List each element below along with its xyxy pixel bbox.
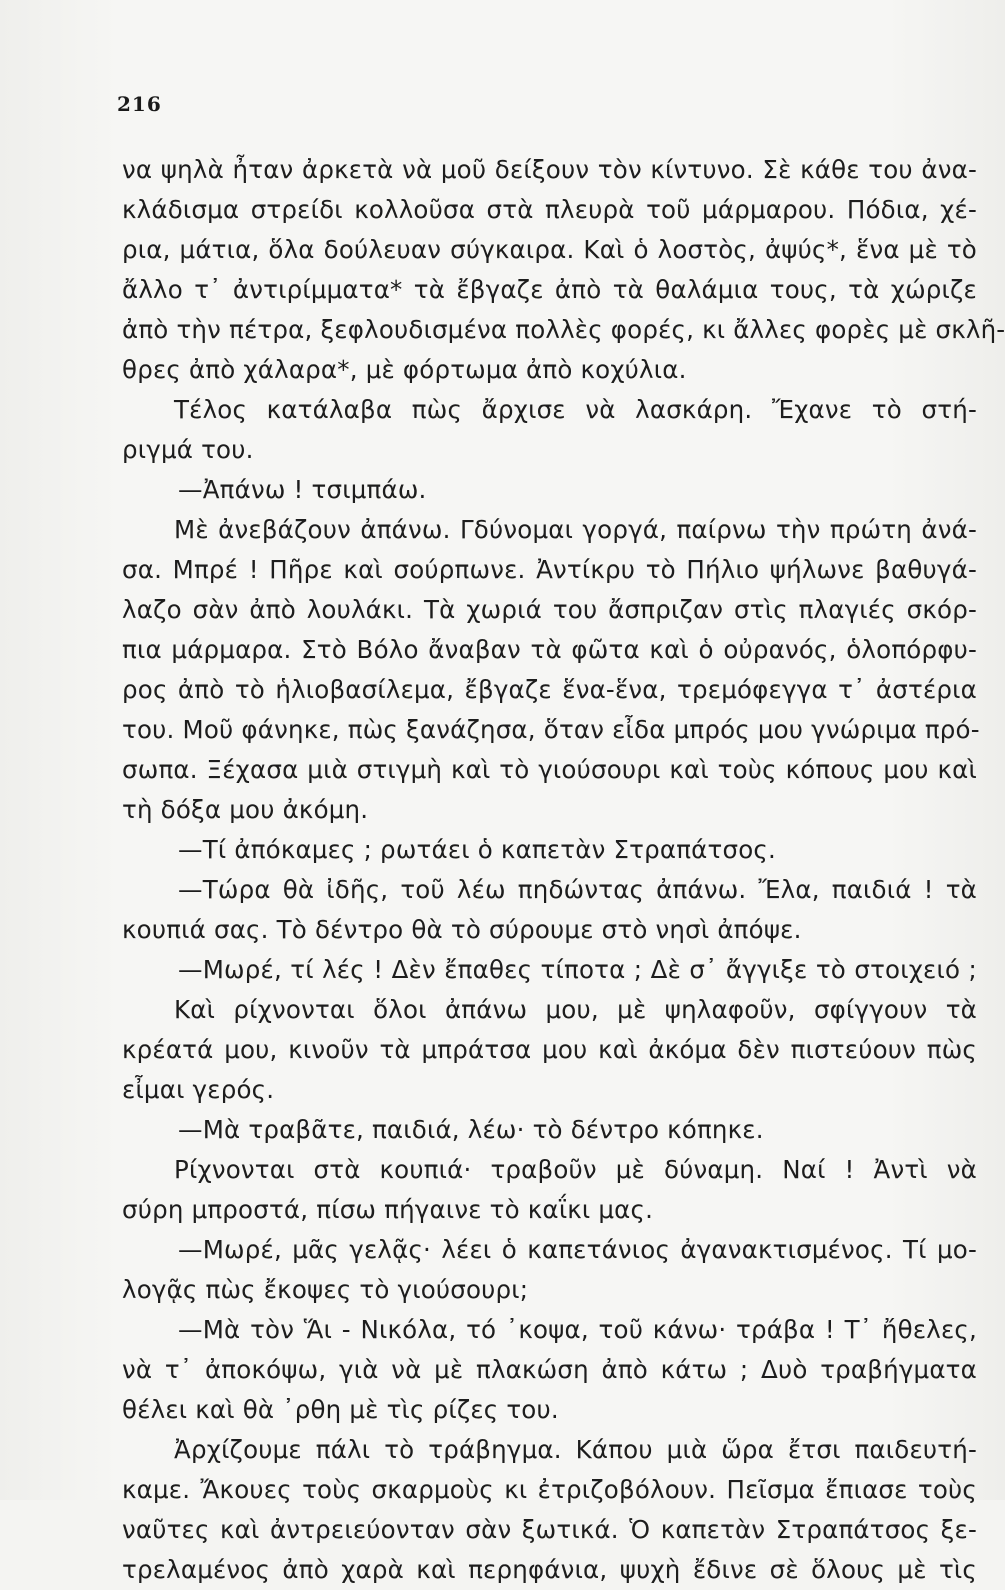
text-line: να ψηλὰ ἦταν ἀρκετὰ νὰ μοῦ δείξουν τὸν κίντυνο. Σὲ κάθε του ἀνα- (122, 155, 977, 184)
text-line: κρέατά μου, κινοῦν τὰ μπράτσα μου καὶ ἀκόμα δὲν πιστεύουν πὼς (122, 1035, 977, 1064)
text-line: —Τί ἀπόκαμες ; ρωτάει ὁ καπετὰν Στραπάτσος. (178, 835, 776, 864)
text-line: θέλει καὶ θὰ ᾽ρθη μὲ τὶς ρίζες του. (122, 1395, 559, 1424)
text-line: του. Μοῦ φάνηκε, πὼς ξανάζησα, ὅταν εἶδα μπρός μου γνώριμα πρό- (122, 715, 980, 744)
text-line: λαζο σὰν ἀπὸ λουλάκι. Τὰ χωριά του ἄσπριζαν στὶς πλαγιές σκόρ- (122, 595, 977, 624)
text-line: Μὲ ἀνεβάζουν ἀπάνω. Γδύνομαι γοργά, παίρνω τὴν πρώτη ἀνά- (174, 515, 977, 544)
text-line: τὴ δόξα μου ἀκόμη. (122, 795, 369, 824)
text-line: πια μάρμαρα. Στὸ Βόλο ἄναβαν τὰ φῶτα καὶ ὁ οὐρανός, ὁλοπόρφυ- (122, 635, 977, 664)
text-line: θρες ἀπὸ χάλαρα*, μὲ φόρτωμα ἀπὸ κοχύλια. (122, 355, 687, 384)
text-line: —Μωρέ, μᾶς γελᾷς· λέει ὁ καπετάνιος ἀγανακτισμένος. Τί μο- (178, 1235, 977, 1264)
text-line: ρια, μάτια, ὅλα δούλευαν σύγκαιρα. Καὶ ὁ λοστὸς, ἀψύς*, ἕνα μὲ τὸ (122, 235, 977, 264)
text-line: —Μωρέ, τί λές ! Δὲν ἔπαθες τίποτα ; Δὲ σ᾽ ἄγγιξε τὸ στοιχειό ; (178, 955, 977, 984)
text-line: Καὶ ρίχνονται ὅλοι ἀπάνω μου, μὲ ψηλαφοῦν, σφίγγουν τὰ (174, 995, 977, 1024)
text-line: —Τώρα θὰ ἰδῆς, τοῦ λέω πηδώντας ἀπάνω. Ἔλα, παιδιά ! τὰ (178, 875, 977, 904)
text-line: σα. Μπρέ ! Πῆρε καὶ σούρπωνε. Ἀντίκρυ τὸ Πήλιο ψήλωνε βαθυγά- (122, 555, 977, 584)
text-line: —Μὰ τὸν Ἅι - Νικόλα, τό ᾽κοψα, τοῦ κάνω· τράβα ! Τ᾽ ἤθελες, (178, 1315, 977, 1344)
text-line: —Μὰ τραβᾶτε, παιδιά, λέω· τὸ δέντρο κόπηκε. (178, 1115, 764, 1144)
body-text (122, 150, 1005, 1590)
text-line: ἄλλο τ᾽ ἀντιρίμματα* τὰ ἔβγαζε ἀπὸ τὰ θαλάμια τους, τὰ χώριζε (122, 275, 977, 304)
text-line: ἀπὸ τὴν πέτρα, ξεφλουδισμένα πολλὲς φορές, κι ἄλλες φορὲς μὲ σκλῆ- (122, 315, 1005, 344)
text-line: σύρη μπροστά, πίσω πήγαινε τὸ καΐκι μας. (122, 1195, 654, 1224)
text-line: τρελαμένος ἀπὸ χαρὰ καὶ περηφάνια, ψυχὴ ἔδινε σὲ ὅλους μὲ τὶς (122, 1555, 977, 1584)
text-line: καμε. Ἄκουες τοὺς σκαρμοὺς κι ἐτριζοβόλουν. Πεῖσμα ἔπιασε τοὺς (122, 1475, 977, 1504)
text-line: εἶμαι γερός. (122, 1075, 275, 1104)
page-number: 216 (117, 92, 162, 116)
text-line: λογᾷς πὼς ἔκοψες τὸ γιούσουρι; (122, 1275, 529, 1304)
text-line: σωπα. Ξέχασα μιὰ στιγμὴ καὶ τὸ γιούσουρι καὶ τοὺς κόπους μου καὶ (122, 755, 977, 784)
text-line: νὰ τ᾽ ἀποκόψω, γιὰ νὰ μὲ πλακώση ἀπὸ κάτω ; Δυὸ τραβήγματα (122, 1355, 977, 1384)
text-line: κουπιά σας. Τὸ δέντρο θὰ τὸ σύρουμε στὸ νησὶ ἀπόψε. (122, 915, 802, 944)
text-line: Ρίχνονται στὰ κουπιά· τραβοῦν μὲ δύναμη. Ναί ! Ἀντὶ νὰ (174, 1155, 977, 1184)
text-line: ρος ἀπὸ τὸ ἡλιοβασίλεμα, ἔβγαζε ἕνα-ἕνα, τρεμόφεγγα τ᾽ ἀστέρια (122, 675, 977, 704)
text-line: —Ἀπάνω ! τσιμπάω. (178, 475, 427, 504)
text-line: Τέλος κατάλαβα πὼς ἄρχισε νὰ λασκάρη. Ἔχανε τὸ στή- (174, 395, 977, 424)
text-line: Ἀρχίζουμε πάλι τὸ τράβηγμα. Κάπου μιὰ ὥρα ἔτσι παιδευτή- (174, 1435, 977, 1464)
text-line: ναῦτες καὶ ἀντρειεύονταν σὰν ξωτικά. Ὁ καπετὰν Στραπάτσος ξε- (122, 1515, 977, 1544)
text-line: κλάδισμα στρείδι κολλοῦσα στὰ πλευρὰ τοῦ μάρμαρου. Πόδια, χέ- (122, 195, 977, 224)
text-line: ριγμά του. (122, 435, 254, 464)
